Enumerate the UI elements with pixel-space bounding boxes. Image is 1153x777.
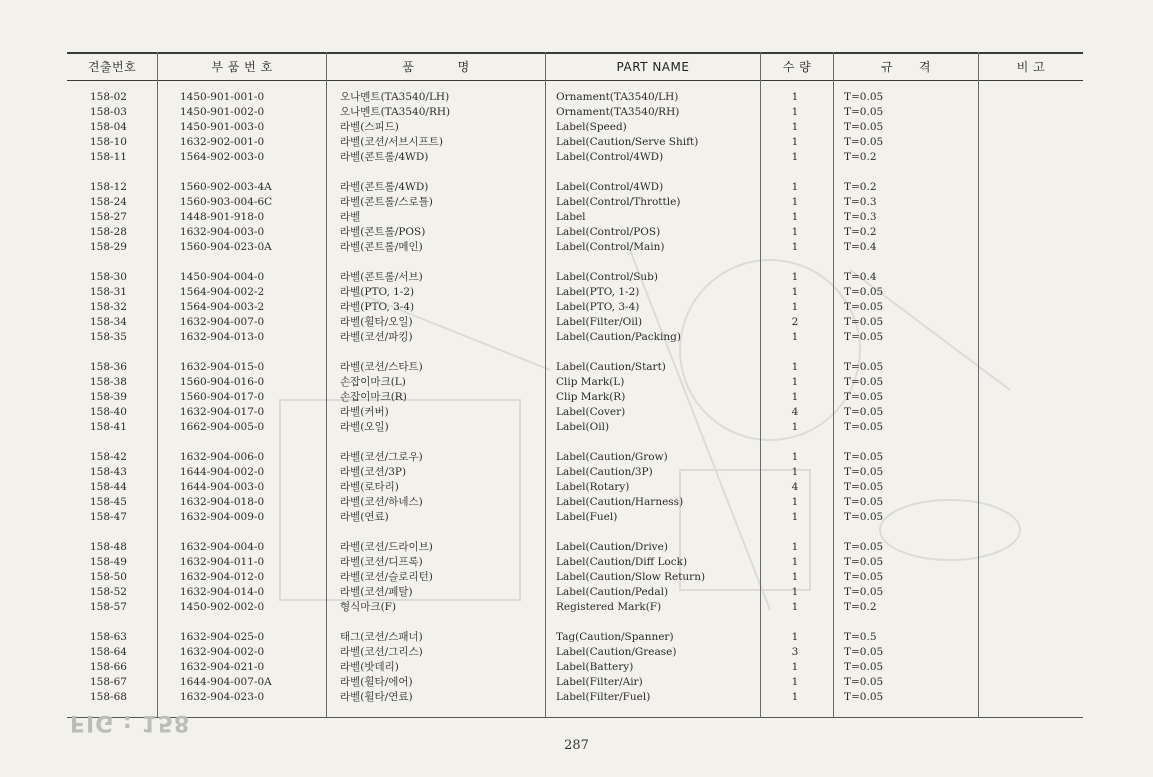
build-no-cell: 158-40 — [90, 406, 127, 418]
build-no-cell: 158-67 — [90, 676, 127, 688]
build-no-cell: 158-47 — [90, 511, 127, 523]
part-name-cell: Label(Caution/Harness) — [556, 496, 684, 508]
part-no-cell: 1560-904-017-0 — [180, 391, 265, 403]
part-no-cell: 1632-904-017-0 — [180, 406, 265, 418]
group-spacer — [788, 345, 802, 360]
korean-name-cell: 라벨(스피드) — [340, 121, 399, 133]
column-divider — [760, 52, 761, 718]
spec-cell: T=0.05 — [844, 331, 884, 343]
qty-cell: 1 — [791, 601, 799, 613]
group-spacer — [180, 255, 272, 270]
spec-cell: T=0.4 — [844, 241, 877, 253]
build-no-cell: 158-68 — [90, 691, 127, 703]
build-no-cell: 158-50 — [90, 571, 127, 583]
part-name-cell: Label(Caution/Drive) — [556, 541, 668, 553]
column-divider — [157, 52, 158, 718]
part-name-cell: Label(Cover) — [556, 406, 626, 418]
part-name-cell: Label(Control/Main) — [556, 241, 665, 253]
part-no-cell: 1632-904-023-0 — [180, 691, 265, 703]
korean-name-cell: 라벨(콘트롤/POS) — [340, 226, 426, 238]
group-spacer — [340, 345, 450, 360]
header-bottom-rule — [67, 80, 1083, 81]
part-no-cell: 1564-904-002-2 — [180, 286, 265, 298]
spec-cell: T=0.05 — [844, 586, 884, 598]
page-number: 287 — [564, 738, 589, 753]
build-no-cell: 158-41 — [90, 421, 127, 433]
build-no-cell: 158-57 — [90, 601, 127, 613]
part-name-cell: Tag(Caution/Spanner) — [556, 631, 674, 643]
part-name-cell: Label(Caution/3P) — [556, 466, 653, 478]
part-name-cell: Label(Caution/Grease) — [556, 646, 677, 658]
build-no-cell: 158-44 — [90, 481, 127, 493]
group-spacer — [844, 435, 883, 450]
part-name-column — [556, 90, 705, 705]
part-name-cell: Label(Control/Sub) — [556, 271, 658, 283]
korean-name-cell: 오나멘트(TA3540/LH) — [340, 91, 450, 103]
qty-cell: 1 — [791, 586, 799, 598]
korean-name-cell: 라벨(콘트롤/서브) — [340, 271, 423, 283]
korean-name-cell: 라벨(커버) — [340, 406, 389, 418]
spec-cell: T=0.2 — [844, 226, 877, 238]
part-no-cell: 1632-904-009-0 — [180, 511, 265, 523]
part-name-cell: Label(Speed) — [556, 121, 627, 133]
korean-name-cell: 라벨(코션/그로우) — [340, 451, 423, 463]
part-no-cell: 1632-904-011-0 — [180, 556, 265, 568]
spec-cell: T=0.05 — [844, 691, 884, 703]
qty-cell: 1 — [791, 226, 799, 238]
qty-cell: 1 — [791, 181, 799, 193]
korean-name-cell: 형식마크(F) — [340, 601, 397, 613]
qty-cell: 1 — [791, 361, 799, 373]
part-no-cell: 1450-902-002-0 — [180, 601, 265, 613]
build-no-cell: 158-49 — [90, 556, 127, 568]
qty-cell: 1 — [791, 91, 799, 103]
build-no-cell: 158-32 — [90, 301, 127, 313]
korean-name-cell: 라벨(오일) — [340, 421, 389, 433]
part-no-cell: 1560-904-023-0A — [180, 241, 272, 253]
korean-name-cell: 라벨(콘트롤/스로틀) — [340, 196, 433, 208]
spec-cell: T=0.05 — [844, 421, 884, 433]
part-name-cell: Label(Caution/Slow Return) — [556, 571, 706, 583]
group-spacer — [556, 255, 705, 270]
part-no-cell: 1632-904-018-0 — [180, 496, 265, 508]
qty-cell: 1 — [791, 496, 799, 508]
qty-cell: 1 — [791, 151, 799, 163]
korean-name-cell: 라벨(코션/그리스) — [340, 646, 423, 658]
group-spacer — [788, 255, 802, 270]
qty-cell: 1 — [791, 421, 799, 433]
build-no-cell: 158-12 — [90, 181, 127, 193]
build-no-cell: 158-11 — [90, 151, 127, 163]
spec-cell: T=0.4 — [844, 271, 877, 283]
korean-name-cell: 라벨(코션/파킹) — [340, 331, 413, 343]
column-divider — [978, 52, 979, 718]
korean-name-cell: 라벨(코션/슬로리턴) — [340, 571, 433, 583]
build-no-cell: 158-45 — [90, 496, 127, 508]
qty-cell: 4 — [791, 406, 799, 418]
part-no-cell: 1564-904-003-2 — [180, 301, 265, 313]
spec-cell: T=0.05 — [844, 106, 884, 118]
spec-cell: T=0.05 — [844, 541, 884, 553]
qty-cell: 1 — [791, 301, 799, 313]
build-no-cell: 158-29 — [90, 241, 127, 253]
group-spacer — [788, 525, 802, 540]
spec-cell: T=0.05 — [844, 136, 884, 148]
build-no-cell: 158-48 — [90, 541, 127, 553]
part-name-cell: Label(PTO, 1-2) — [556, 286, 640, 298]
korean-name-cell: 라벨(코션/스타트) — [340, 361, 423, 373]
korean-name-cell: 라벨(코션/서브시프트) — [340, 136, 444, 148]
korean-name-cell: 태그(코션/스패너) — [340, 631, 423, 643]
spec-cell: T=0.05 — [844, 301, 884, 313]
part-name-cell: Label — [556, 211, 586, 223]
part-no-cell: 1662-904-005-0 — [180, 421, 265, 433]
spec-cell: T=0.2 — [844, 151, 877, 163]
group-spacer — [556, 345, 705, 360]
part-no-cell: 1450-904-004-0 — [180, 271, 265, 283]
part-name-cell: Label(Control/POS) — [556, 226, 661, 238]
part-name-cell: Label(Caution/Diff Lock) — [556, 556, 688, 568]
qty-cell: 1 — [791, 271, 799, 283]
korean-name-cell: 라벨(휠타/연료) — [340, 691, 413, 703]
part-no-cell: 1564-902-003-0 — [180, 151, 265, 163]
part-name-cell: Ornament(TA3540/LH) — [556, 91, 679, 103]
build-no-cell: 158-52 — [90, 586, 127, 598]
korean-name-cell: 라벨(코션/페탈) — [340, 586, 413, 598]
group-spacer — [180, 435, 272, 450]
group-spacer — [340, 615, 450, 630]
korean-name-column — [340, 90, 450, 705]
qty-cell: 1 — [791, 556, 799, 568]
spec-cell: T=0.05 — [844, 466, 884, 478]
korean-name-cell: 라벨(휠타/에어) — [340, 676, 413, 688]
header-name-kr: 품 명 — [402, 60, 470, 74]
part-name-cell: Registered Mark(F) — [556, 601, 662, 613]
build-no-cell: 158-03 — [90, 106, 127, 118]
group-spacer — [844, 525, 883, 540]
group-spacer — [556, 165, 705, 180]
korean-name-cell: 라벨(콘트롤/메인) — [340, 241, 423, 253]
group-spacer — [90, 525, 127, 540]
group-spacer — [180, 345, 272, 360]
part-name-cell: Label(Control/Throttle) — [556, 196, 681, 208]
korean-name-cell: 라벨(연료) — [340, 511, 389, 523]
build-no-cell: 158-31 — [90, 286, 127, 298]
qty-cell: 1 — [791, 196, 799, 208]
korean-name-cell: 라벨(밧데리) — [340, 661, 399, 673]
spec-cell: T=0.05 — [844, 376, 884, 388]
korean-name-cell: 라벨(코션/디프록) — [340, 556, 423, 568]
qty-cell: 1 — [791, 241, 799, 253]
group-spacer — [788, 165, 802, 180]
header-part-name: PART NAME — [616, 60, 690, 74]
part-no-cell: 1632-904-014-0 — [180, 586, 265, 598]
korean-name-cell: 손잡이마크(R) — [340, 391, 407, 403]
part-no-cell: 1644-904-007-0A — [180, 676, 272, 688]
table-bottom-rule — [67, 717, 1083, 718]
build-no-cell: 158-24 — [90, 196, 127, 208]
spec-cell: T=0.05 — [844, 316, 884, 328]
part-name-cell: Label(Control/4WD) — [556, 181, 664, 193]
build-no-cell: 158-34 — [90, 316, 127, 328]
korean-name-cell: 라벨(PTO, 1-2) — [340, 286, 415, 298]
qty-cell: 1 — [791, 211, 799, 223]
part-name-cell: Ornament(TA3540/RH) — [556, 106, 680, 118]
part-name-cell: Clip Mark(L) — [556, 376, 625, 388]
part-no-cell: 1448-901-918-0 — [180, 211, 265, 223]
qty-column — [788, 90, 802, 705]
header-remark: 비 고 — [1016, 60, 1046, 74]
korean-name-cell: 오나멘트(TA3540/RH) — [340, 106, 451, 118]
group-spacer — [90, 255, 127, 270]
part-no-cell: 1632-904-021-0 — [180, 661, 265, 673]
build-no-cell: 158-02 — [90, 91, 127, 103]
spec-cell: T=0.05 — [844, 511, 884, 523]
part-no-cell: 1632-904-006-0 — [180, 451, 265, 463]
part-no-cell: 1450-901-003-0 — [180, 121, 265, 133]
korean-name-cell: 라벨(코션/드라이브) — [340, 541, 433, 553]
part-name-cell: Label(Battery) — [556, 661, 634, 673]
qty-cell: 1 — [791, 541, 799, 553]
spec-cell: T=0.05 — [844, 556, 884, 568]
korean-name-cell: 손잡이마크(L) — [340, 376, 406, 388]
group-spacer — [788, 615, 802, 630]
qty-cell: 1 — [791, 136, 799, 148]
header-spec: 규 격 — [880, 60, 932, 74]
qty-cell: 1 — [791, 331, 799, 343]
korean-name-cell: 라벨 — [340, 211, 361, 223]
part-name-cell: Label(Caution/Serve Shift) — [556, 136, 699, 148]
group-spacer — [556, 435, 705, 450]
build-no-cell: 158-36 — [90, 361, 127, 373]
qty-cell: 3 — [791, 646, 799, 658]
bleed-through-text: FIG : 158 — [70, 710, 191, 735]
spec-cell: T=0.05 — [844, 121, 884, 133]
qty-cell: 1 — [791, 451, 799, 463]
part-name-cell: Label(Control/4WD) — [556, 151, 664, 163]
qty-cell: 1 — [791, 631, 799, 643]
spec-cell: T=0.05 — [844, 496, 884, 508]
group-spacer — [844, 615, 883, 630]
build-no-cell: 158-38 — [90, 376, 127, 388]
part-no-cell: 1632-904-003-0 — [180, 226, 265, 238]
qty-cell: 2 — [791, 316, 799, 328]
part-name-cell: Clip Mark(R) — [556, 391, 626, 403]
spec-cell: T=0.05 — [844, 361, 884, 373]
group-spacer — [180, 525, 272, 540]
part-name-cell: Label(PTO, 3-4) — [556, 301, 640, 313]
part-name-cell: Label(Caution/Packing) — [556, 331, 681, 343]
part-no-cell: 1560-903-004-6C — [180, 196, 273, 208]
part-no-cell: 1644-904-002-0 — [180, 466, 265, 478]
part-no-cell: 1632-904-007-0 — [180, 316, 265, 328]
qty-cell: 4 — [791, 481, 799, 493]
part-no-cell: 1644-904-003-0 — [180, 481, 265, 493]
group-spacer — [844, 255, 883, 270]
part-name-cell: Label(Oil) — [556, 421, 610, 433]
part-name-cell: Label(Fuel) — [556, 511, 618, 523]
qty-cell: 1 — [791, 106, 799, 118]
group-spacer — [180, 615, 272, 630]
korean-name-cell: 라벨(콘트롤/4WD) — [340, 181, 429, 193]
part-no-cell: 1560-904-016-0 — [180, 376, 265, 388]
spec-cell: T=0.05 — [844, 406, 884, 418]
build-no-cell: 158-39 — [90, 391, 127, 403]
spec-cell: T=0.05 — [844, 481, 884, 493]
part-no-column — [180, 90, 272, 705]
part-no-cell: 1632-904-025-0 — [180, 631, 265, 643]
column-divider — [326, 52, 327, 718]
part-no-cell: 1632-904-004-0 — [180, 541, 265, 553]
qty-cell: 1 — [791, 121, 799, 133]
korean-name-cell: 라벨(코션/3P) — [340, 466, 407, 478]
build-no-cell: 158-04 — [90, 121, 127, 133]
header-part-no: 부 품 번 호 — [211, 60, 273, 74]
build-no-cell: 158-43 — [90, 466, 127, 478]
part-name-cell: Label(Filter/Air) — [556, 676, 643, 688]
group-spacer — [788, 435, 802, 450]
build-no-cell: 158-66 — [90, 661, 127, 673]
spec-cell: T=0.05 — [844, 571, 884, 583]
spec-cell: T=0.5 — [844, 631, 877, 643]
spec-cell: T=0.05 — [844, 646, 884, 658]
spec-cell: T=0.05 — [844, 391, 884, 403]
qty-cell: 1 — [791, 511, 799, 523]
build-no-cell: 158-64 — [90, 646, 127, 658]
build-no-cell: 158-30 — [90, 271, 127, 283]
spec-cell: T=0.05 — [844, 91, 884, 103]
korean-name-cell: 라벨(로타리) — [340, 481, 399, 493]
group-spacer — [340, 435, 450, 450]
group-spacer — [844, 165, 883, 180]
header-qty: 수 량 — [782, 60, 812, 74]
group-spacer — [340, 525, 450, 540]
spec-cell: T=0.05 — [844, 286, 884, 298]
build-no-column — [90, 90, 127, 705]
qty-cell: 1 — [791, 691, 799, 703]
qty-cell: 1 — [791, 466, 799, 478]
build-no-cell: 158-27 — [90, 211, 127, 223]
part-no-cell: 1632-902-001-0 — [180, 136, 265, 148]
column-divider — [545, 52, 546, 718]
part-no-cell: 1450-901-002-0 — [180, 106, 265, 118]
part-no-cell: 1560-902-003-4A — [180, 181, 272, 193]
group-spacer — [340, 255, 450, 270]
qty-cell: 1 — [791, 676, 799, 688]
spec-cell: T=0.05 — [844, 451, 884, 463]
build-no-cell: 158-35 — [90, 331, 127, 343]
korean-name-cell: 라벨(코션/하네스) — [340, 496, 423, 508]
part-name-cell: Label(Caution/Pedal) — [556, 586, 669, 598]
korean-name-cell: 라벨(콘트롤/4WD) — [340, 151, 429, 163]
spec-cell: T=0.3 — [844, 196, 877, 208]
group-spacer — [180, 165, 272, 180]
part-no-cell: 1450-901-001-0 — [180, 91, 265, 103]
group-spacer — [556, 525, 705, 540]
header-build-no: 견출번호 — [87, 60, 137, 74]
qty-cell: 1 — [791, 571, 799, 583]
group-spacer — [90, 165, 127, 180]
spec-cell: T=0.2 — [844, 181, 877, 193]
part-no-cell: 1632-904-013-0 — [180, 331, 265, 343]
part-name-cell: Label(Rotary) — [556, 481, 630, 493]
build-no-cell: 158-10 — [90, 136, 127, 148]
part-name-cell: Label(Filter/Fuel) — [556, 691, 651, 703]
spec-cell: T=0.2 — [844, 601, 877, 613]
group-spacer — [90, 435, 127, 450]
korean-name-cell: 라벨(PTO, 3-4) — [340, 301, 415, 313]
build-no-cell: 158-63 — [90, 631, 127, 643]
group-spacer — [844, 345, 883, 360]
spec-cell: T=0.05 — [844, 661, 884, 673]
part-no-cell: 1632-904-002-0 — [180, 646, 265, 658]
qty-cell: 1 — [791, 391, 799, 403]
qty-cell: 1 — [791, 376, 799, 388]
build-no-cell: 158-28 — [90, 226, 127, 238]
part-name-cell: Label(Filter/Oil) — [556, 316, 643, 328]
build-no-cell: 158-42 — [90, 451, 127, 463]
spec-cell: T=0.05 — [844, 676, 884, 688]
group-spacer — [90, 615, 127, 630]
part-no-cell: 1632-904-012-0 — [180, 571, 265, 583]
spec-cell: T=0.3 — [844, 211, 877, 223]
part-name-cell: Label(Caution/Start) — [556, 361, 666, 373]
spec-column — [844, 90, 883, 705]
column-divider — [833, 52, 834, 718]
part-name-cell: Label(Caution/Grow) — [556, 451, 668, 463]
part-no-cell: 1632-904-015-0 — [180, 361, 265, 373]
group-spacer — [556, 615, 705, 630]
group-spacer — [340, 165, 450, 180]
qty-cell: 1 — [791, 661, 799, 673]
korean-name-cell: 라벨(휠타/오일) — [340, 316, 413, 328]
group-spacer — [90, 345, 127, 360]
qty-cell: 1 — [791, 286, 799, 298]
